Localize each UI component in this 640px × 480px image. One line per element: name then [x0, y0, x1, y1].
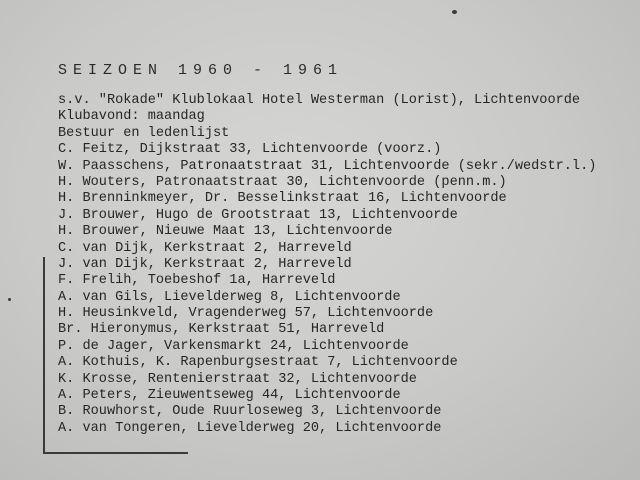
member-entry: B. Rouwhorst, Oude Ruurloseweg 3, Lichtenvoorde	[58, 404, 442, 420]
ink-speck	[452, 10, 457, 14]
member-entry: J. van Dijk, Kerkstraat 2, Harreveld	[58, 256, 352, 272]
member-entry: H. Heusinkveld, Vragenderweg 57, Lichtenvoorde	[58, 306, 434, 322]
member-entry: H. Brouwer, Nieuwe Maat 13, Lichtenvoorde	[58, 224, 393, 240]
season-heading: SEIZOEN 1960 - 1961	[58, 62, 344, 79]
margin-bracket-horizontal	[43, 452, 188, 454]
member-entry: H. Wouters, Patronaatstraat 30, Lichtenvoorde (penn.m.)	[58, 174, 507, 190]
section-heading: Bestuur en ledenlijst	[58, 125, 230, 141]
member-entry: W. Paasschens, Patronaatstraat 31, Lichtenvoorde (sekr./wedstr.l.)	[58, 158, 597, 174]
member-entry: A. van Gils, Lievelderweg 8, Lichtenvoorde	[58, 289, 401, 305]
member-entry: J. Brouwer, Hugo de Grootstraat 13, Lichtenvoorde	[58, 207, 458, 223]
member-entry: A. Kothuis, K. Rapenburgsestraat 7, Lichtenvoorde	[58, 355, 458, 371]
member-entry: A. Peters, Zieuwentseweg 44, Lichtenvoorde	[58, 388, 401, 404]
member-entry: K. Krosse, Rentenierstraat 32, Lichtenvoorde	[58, 371, 417, 387]
member-entry: A. van Tongeren, Lievelderweg 20, Lichtenvoorde	[58, 420, 442, 436]
club-evening-line: Klubavond: maandag	[58, 109, 205, 125]
member-entry: P. de Jager, Varkensmarkt 24, Lichtenvoorde	[58, 338, 409, 354]
club-info-line: s.v. "Rokade" Klublokaal Hotel Westerman (Lorist), Lichtenvoorde	[58, 93, 581, 108]
member-entry: H. Brenninkmeyer, Dr. Besselinkstraat 16, Lichtenvoorde	[58, 191, 507, 207]
ink-speck	[8, 298, 11, 301]
member-entry: Br. Hieronymus, Kerkstraat 51, Harreveld	[58, 322, 385, 338]
member-entry: C. Feitz, Dijkstraat 33, Lichtenvoorde (voorz.)	[58, 142, 442, 158]
margin-bracket-vertical	[43, 257, 45, 453]
member-entry: F. Frelih, Toebeshof 1a, Harreveld	[58, 273, 336, 289]
member-entry: C. van Dijk, Kerkstraat 2, Harreveld	[58, 240, 352, 256]
document-body	[58, 93, 596, 437]
